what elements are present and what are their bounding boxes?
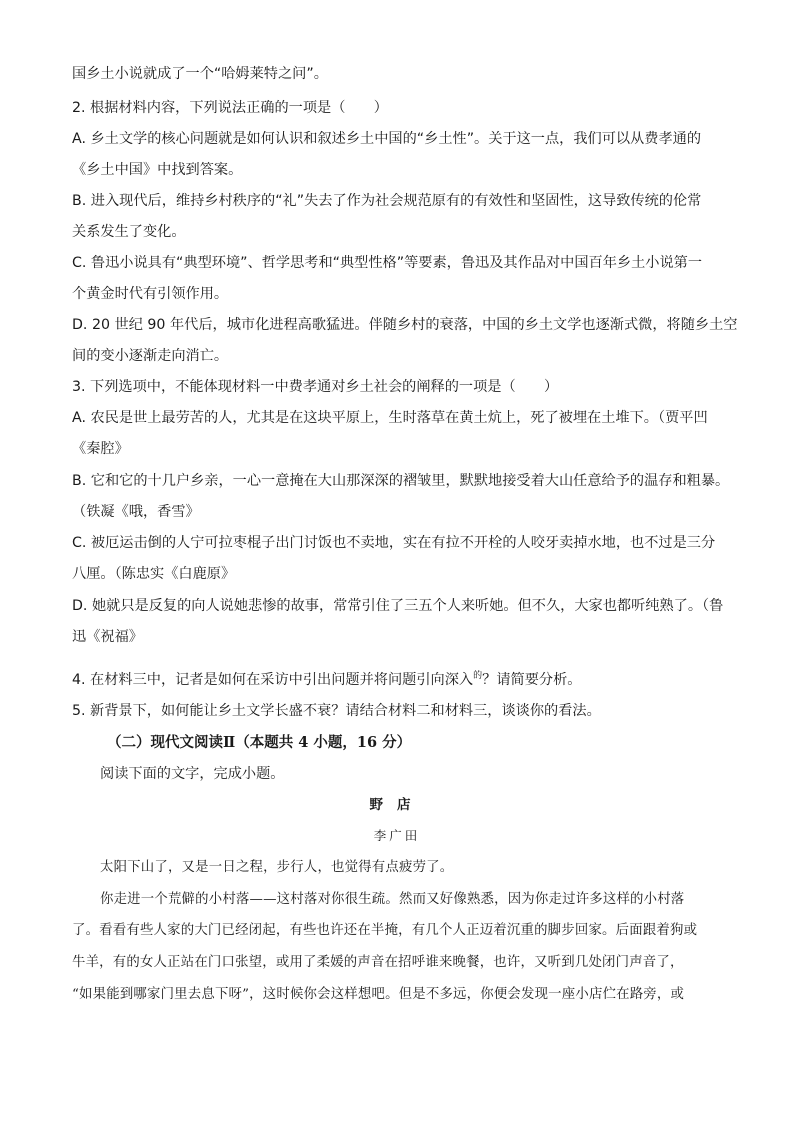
option-c-line: 八厘。（陈忠实《白鹿原》 <box>72 566 236 582</box>
section-heading: （二）现代文阅读Ⅱ（本题共 4 小题，16 分） <box>107 734 412 751</box>
question-2-stem: 2. 根据材料内容，下列说法正确的一项是（ ） <box>72 100 388 116</box>
question-4-superscript: 的 <box>473 671 483 681</box>
option-d-line: D. 20 世纪 90 年代后，城市化进程高歌猛进。伴随乡村的衰落，中国的乡土文学也逐渐式微，将随乡土空 <box>72 317 738 333</box>
option-a-line: 《秦腔》 <box>72 441 129 457</box>
question-4 <box>72 666 581 690</box>
option-b-line: （铁凝《哦，香雪》 <box>72 504 200 520</box>
text-line: 国乡土小说就成了一个“哈姆莱特之问”。 <box>72 66 328 82</box>
story-paragraph-line: 你走进一个荒僻的小村落——这村落对你很生疏。然而又好像熟悉，因为你走过许多这样的小村落 <box>100 892 685 907</box>
option-d-line: 间的变小逐渐走向消亡。 <box>72 348 229 364</box>
option-b-line: B. 它和它的十几户乡亲，一心一意掩在大山那深深的褶皱里，默默地接受着大山任意给予的温存和粗暴。 <box>72 473 730 489</box>
story-paragraph-line: 牛羊，有的女人正站在门口张望，或用了柔媛的声音在招呼谁来晚餐，也许，又听到几处闭门声音了， <box>72 955 684 970</box>
instruction-text: 阅读下面的文字，完成小题。 <box>100 766 285 782</box>
question-4-text: 4. 在材料三中，记者是如何在采访中引出问题并将问题引向深入 <box>72 672 474 688</box>
question-5: 5. 新背景下，如何能让乡土文学长盛不衰？请结合材料二和材料三，谈谈你的看法。 <box>72 703 601 719</box>
option-c-line: 个黄金时代有引领作用。 <box>72 286 229 302</box>
question-3-stem: 3. 下列选项中，不能体现材料一中费孝通对乡土社会的阐释的一项是（ ） <box>72 379 559 395</box>
option-c-line: C. 被厄运击倒的人宁可拉枣棍子出门讨饭也不卖地，实在有拉不开栓的人咬牙卖掉水地，也不过是三分 <box>72 535 716 551</box>
story-paragraph-line: “如果能到哪家门里去息下呀”，这时候你会这样想吧。但是不多远，你便会发现一座小店伫在路旁，或 <box>72 987 685 1002</box>
option-d-line: D. 她就只是反复的向人说她悲惨的故事，常常引住了三五个人来听她。但不久，大家也都听纯熟了。（鲁 <box>72 598 724 614</box>
option-a-line: 《乡土中国》中找到答案。 <box>72 162 243 178</box>
story-paragraph-line: 太阳下山了，又是一日之程，步行人，也觉得有点疲劳了。 <box>100 860 454 875</box>
story-paragraph-line: 了。看看有些人家的大门已经闭起，有些也许还在半掩，有几个人正迈着沉重的脚步回家。后面跟着狗或 <box>72 923 698 938</box>
option-c-line: C. 鲁迅小说具有“典型环境”、哲学思考和“典型性格”等要素，鲁迅及其作品对中国百年乡土小说第一 <box>72 255 703 271</box>
option-a-line: A. 乡土文学的核心问题就是如何认识和叙述乡土中国的“乡土性”。关于这一点，我们可以从费孝通的 <box>72 131 702 147</box>
option-b-line: 关系发生了变化。 <box>72 224 186 240</box>
option-a-line: A. 农民是世上最劳苦的人，尤其是在这块平原上，生时落草在黄土炕上，死了被埋在土堆下。（贾平凹 <box>72 410 708 426</box>
question-4-tail: ？请简要分析。 <box>482 672 582 688</box>
option-d-line: 迅《祝福》 <box>72 629 143 645</box>
option-b-line: B. 进入现代后，维持乡村秩序的“礼”失去了作为社会规范原有的有效性和坚固性，这导致传统的伦常 <box>72 193 702 209</box>
story-author: 李广田 <box>373 828 421 843</box>
story-title: 野店 <box>369 797 425 813</box>
